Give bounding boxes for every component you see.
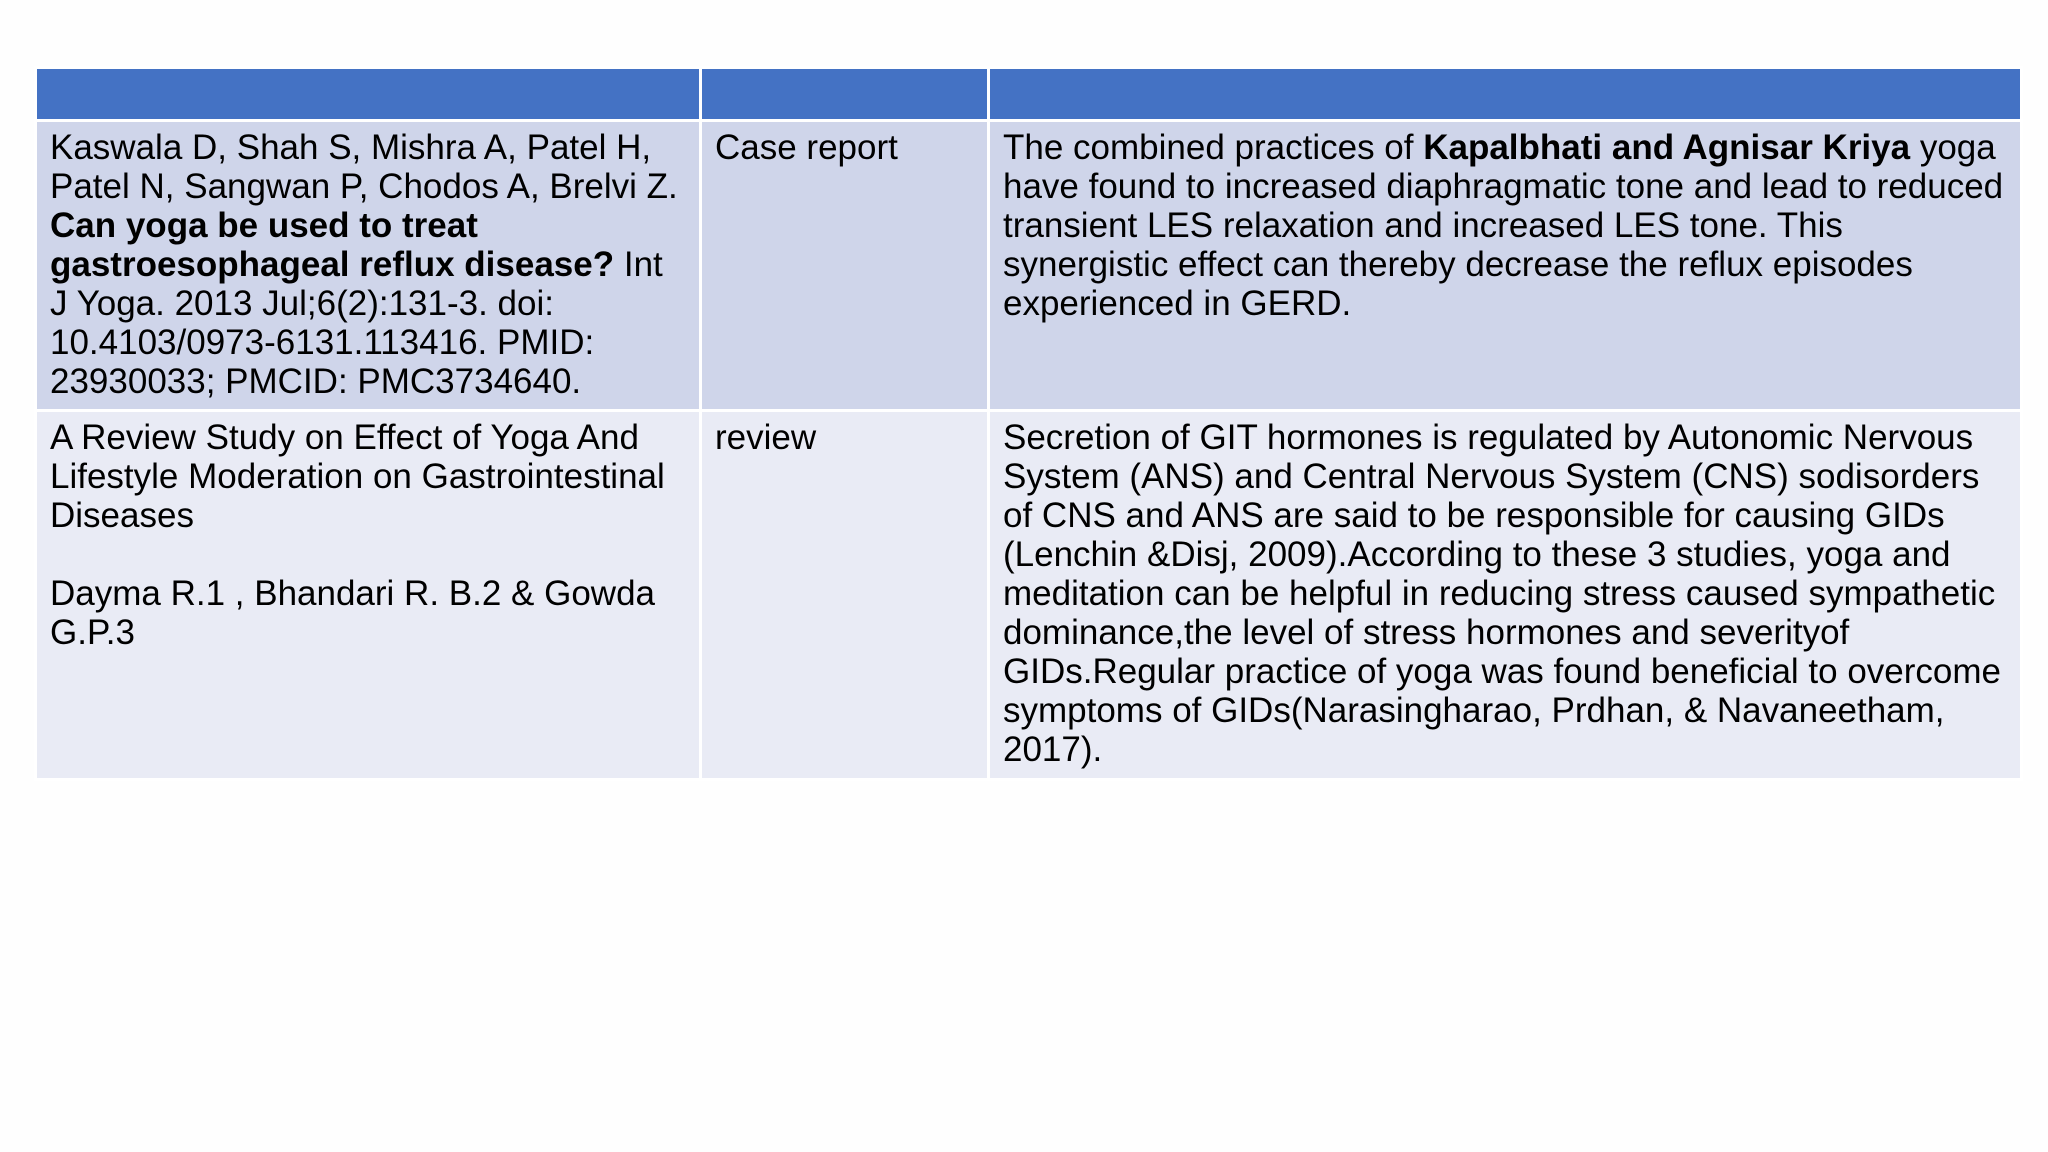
table-row	[36, 121, 2022, 411]
reference-citation: Int J Yoga. 2013 Jul;6(2):131-3. doi: 10.4103/0973-6131.113416. PMID: 23930033; PMCID: PMC3734640.	[50, 245, 663, 401]
header-cell-1	[36, 68, 701, 121]
paragraph-gap	[50, 535, 686, 574]
reference-title: A Review Study on Effect of Yoga And Lifestyle Moderation on Gastrointestinal Diseases	[50, 418, 665, 535]
header-cell-3	[989, 68, 2022, 121]
finding-text-before: The combined practices of	[1003, 128, 1414, 167]
reference-cell	[36, 121, 701, 411]
study-type-cell: Case report	[701, 121, 989, 411]
reference-cell	[36, 411, 701, 780]
table-header-row	[36, 68, 2022, 121]
reference-authors: Dayma R.1 , Bhandari R. B.2 & Gowda G.P.3	[50, 574, 655, 652]
finding-text-bold: Kapalbhati and Agnisar Kriya	[1423, 128, 1911, 167]
finding-cell	[989, 121, 2022, 411]
finding-text-after: yoga have found to increased diaphragmatic tone and lead to reduced transient LES relaxation and increased LES tone. This synergistic effect can thereby decrease the reflux episodes experienced in GERD.	[1003, 128, 2004, 323]
finding-cell: Secretion of GIT hormones is regulated by Autonomic Nervous System (ANS) and Central Nervous System (CNS) sodisorders of CNS and ANS are said to be responsible for causing GIDs (Lenchin &Disj, 2009).According to these 3 studies, yoga and meditation can be helpful in reducing stress caused sympathetic dominance,the level of stress hormones and severityof GIDs.Regular practice of yoga was found beneficial to overcome symptoms of GIDs(Narasingharao, Prdhan, & Navaneetham, 2017).	[989, 411, 2022, 780]
table-row	[36, 411, 2022, 780]
study-type-cell: review	[701, 411, 989, 780]
literature-table	[34, 66, 2023, 781]
reference-title: Can yoga be used to treat gastroesophageal reflux disease?	[50, 206, 615, 284]
header-cell-2	[701, 68, 989, 121]
reference-authors: Kaswala D, Shah S, Mishra A, Patel H, Patel N, Sangwan P, Chodos A, Brelvi Z.	[50, 128, 678, 206]
